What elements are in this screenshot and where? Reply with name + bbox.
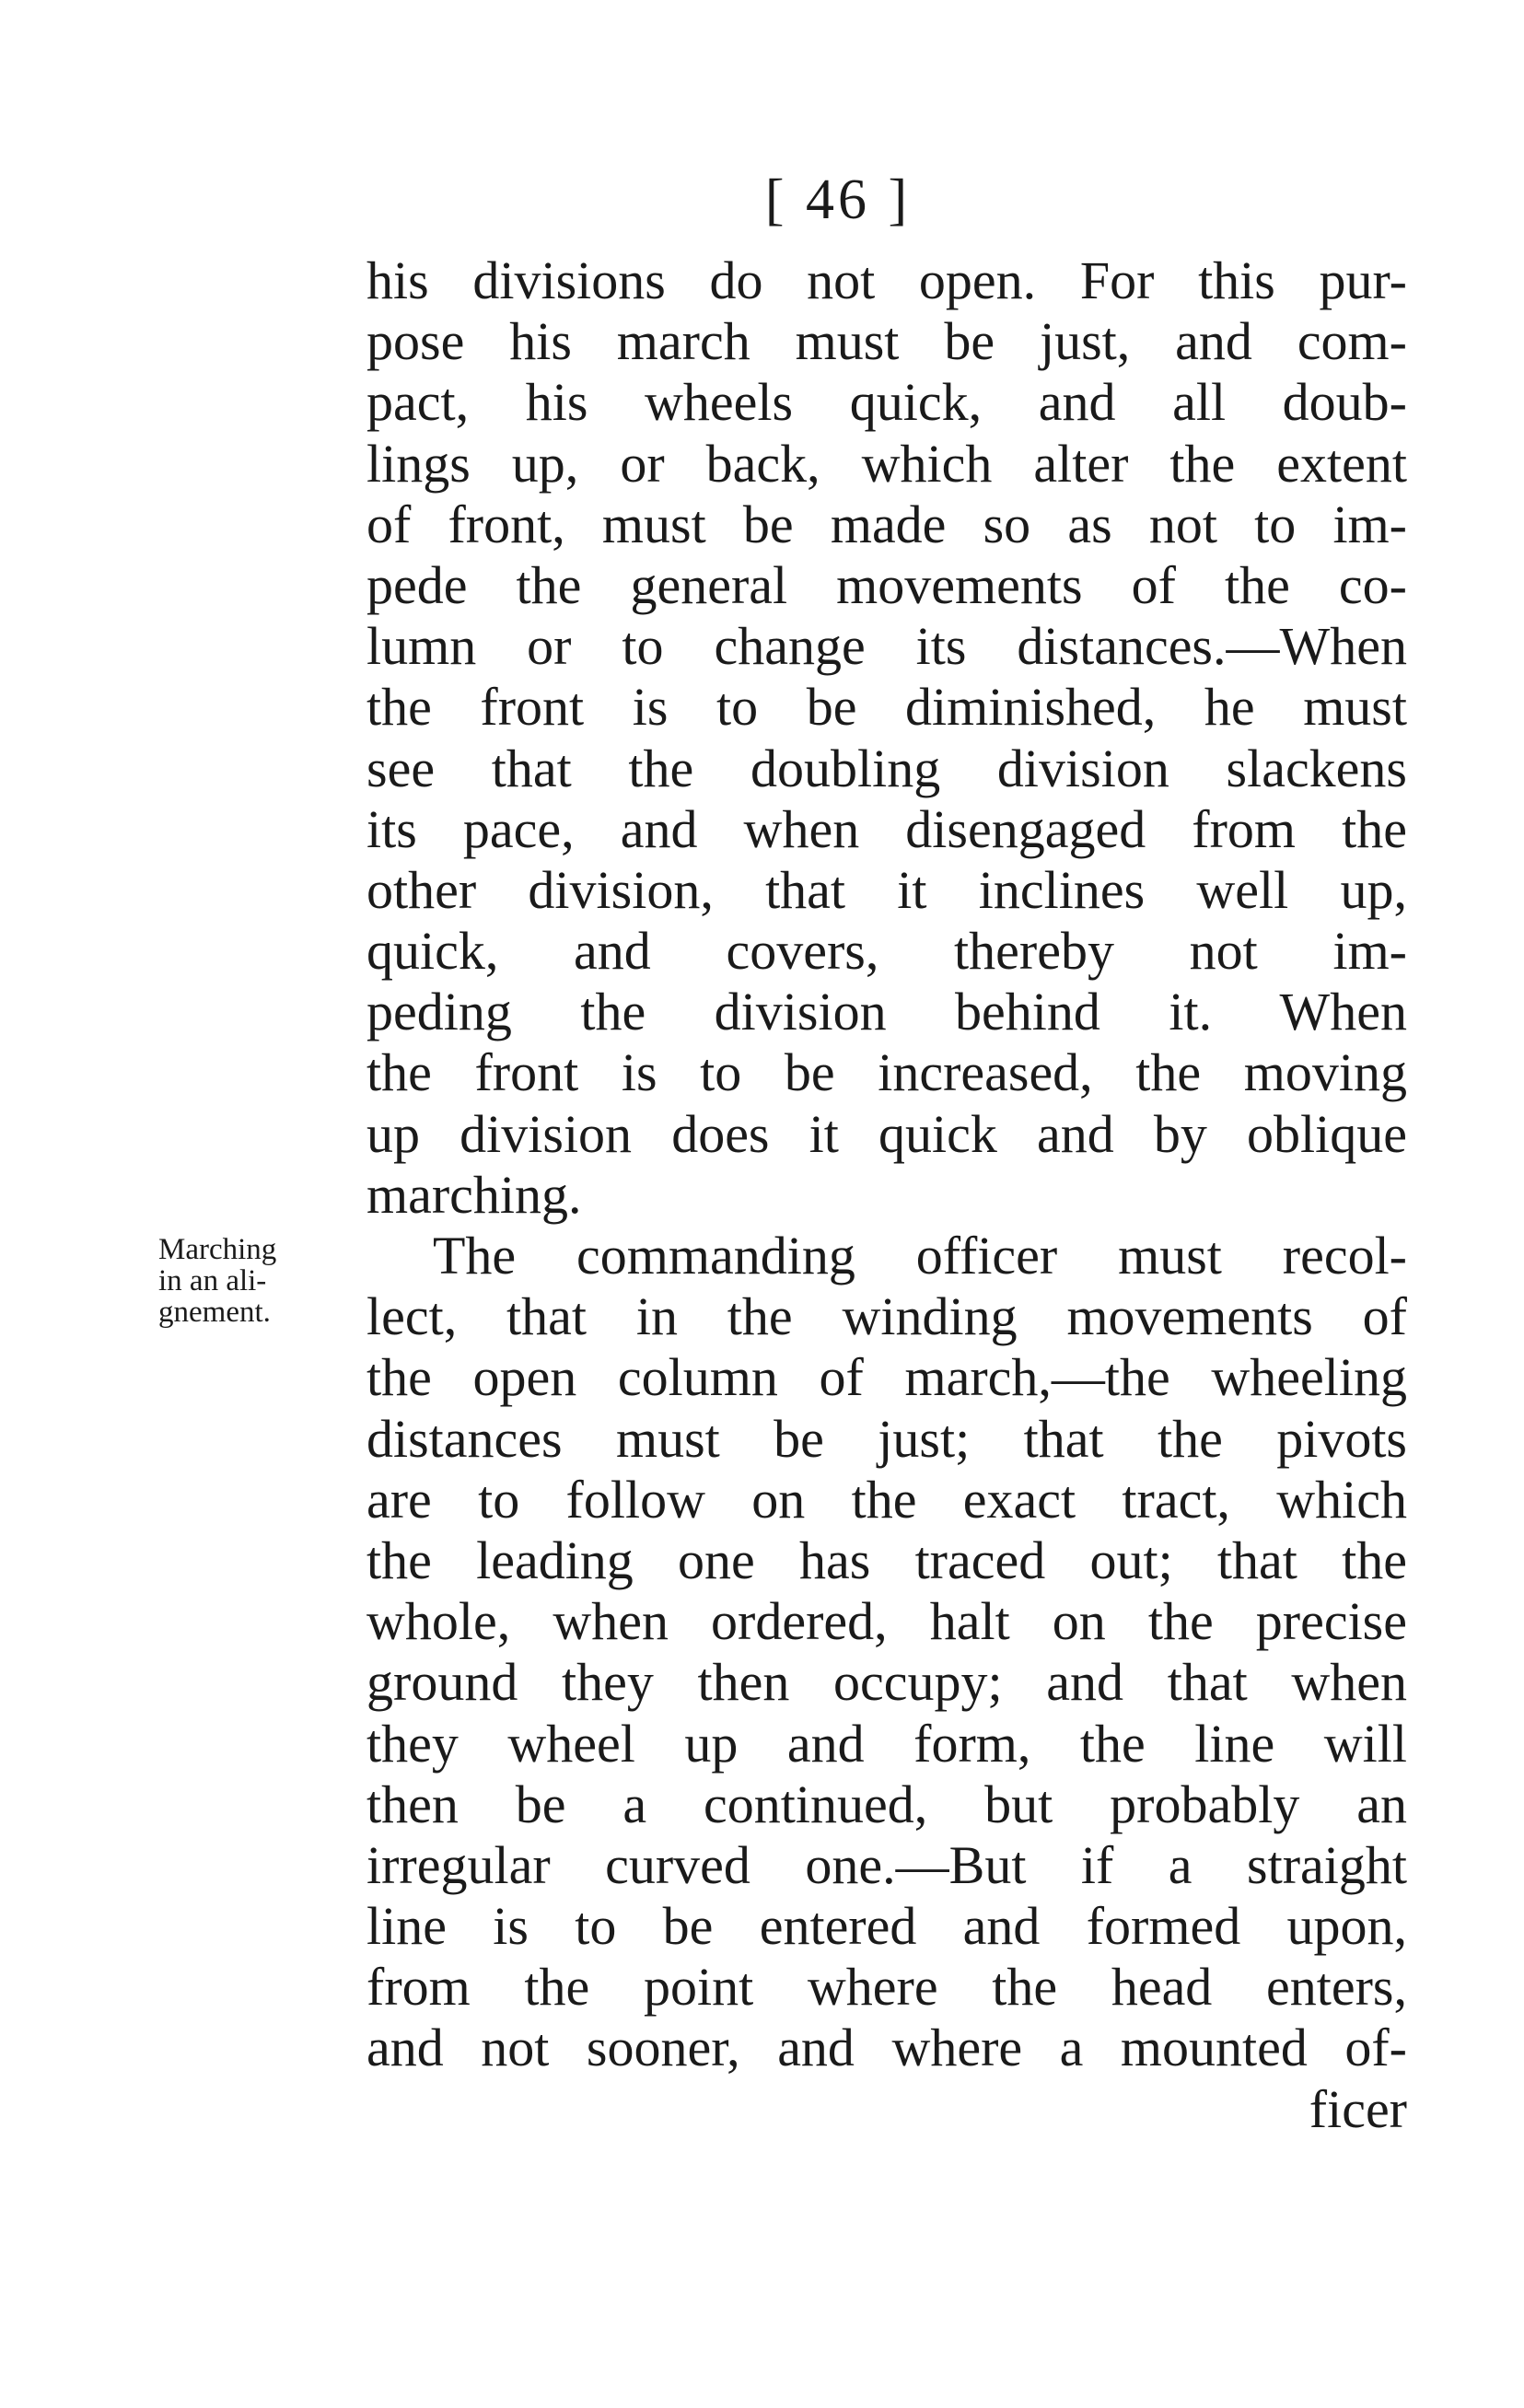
- text-line: see that the doubling division slackens: [366, 738, 1407, 798]
- text-line: distances must be just; that the pivots: [366, 1408, 1407, 1469]
- text-line: from the point where the head enters,: [366, 1957, 1407, 2018]
- text-line: the open column of march,—the wheeling: [366, 1347, 1407, 1408]
- margin-note: [158, 1234, 361, 1328]
- text-line: the front is to be increased, the moving: [366, 1042, 1407, 1103]
- text-line: his divisions do not open. For this pur-: [366, 250, 1407, 310]
- margin-note-line: in an ali-: [158, 1264, 267, 1297]
- text-line: its pace, and when disengaged from the: [366, 798, 1407, 859]
- text-line: quick, and covers, thereby not im-: [366, 921, 1407, 982]
- text-line: irregular curved one.—But if a straight: [366, 1834, 1407, 1895]
- catchword: ficer: [1309, 2078, 1407, 2139]
- text-line: are to follow on the exact tract, which: [366, 1469, 1407, 1530]
- text-line: peding the division behind it. When: [366, 982, 1407, 1042]
- text-line: line is to be entered and formed upon,: [366, 1896, 1407, 1957]
- text-line: pede the general movements of the co-: [366, 554, 1407, 615]
- margin-note-line: gnement.: [158, 1296, 271, 1329]
- text-line: up division does it quick and by oblique: [366, 1103, 1407, 1164]
- text-line: lings up, or back, which alter the extent: [366, 433, 1407, 494]
- margin-note-line: Marching: [158, 1233, 277, 1266]
- text-line: the front is to be diminished, he must: [366, 677, 1407, 738]
- text-line: marching.: [366, 1164, 582, 1225]
- text-line: ground they then occupy; and that when: [366, 1652, 1407, 1713]
- text-line: and not sooner, and where a mounted of-: [366, 2018, 1407, 2078]
- text-line: of front, must be made so as not to im-: [366, 494, 1407, 554]
- text-line: pact, his wheels quick, and all doub-: [366, 372, 1407, 433]
- text-line: other division, that it inclines well up,: [366, 859, 1407, 920]
- text-line: lumn or to change its distances.—When: [366, 616, 1407, 677]
- text-line: they wheel up and form, the line will: [366, 1713, 1407, 1774]
- body-text: [366, 250, 1407, 2140]
- text-line: The commanding officer must recol-: [433, 1226, 1407, 1285]
- text-line: then be a continued, but probably an: [366, 1774, 1407, 1834]
- text-line: pose his march must be just, and com-: [366, 311, 1407, 372]
- page-number: [ 46 ]: [764, 169, 912, 231]
- text-line: whole, when ordered, halt on the precise: [366, 1591, 1407, 1652]
- text-line: lect, that in the winding movements of: [366, 1286, 1407, 1347]
- text-line: the leading one has traced out; that the: [366, 1530, 1407, 1590]
